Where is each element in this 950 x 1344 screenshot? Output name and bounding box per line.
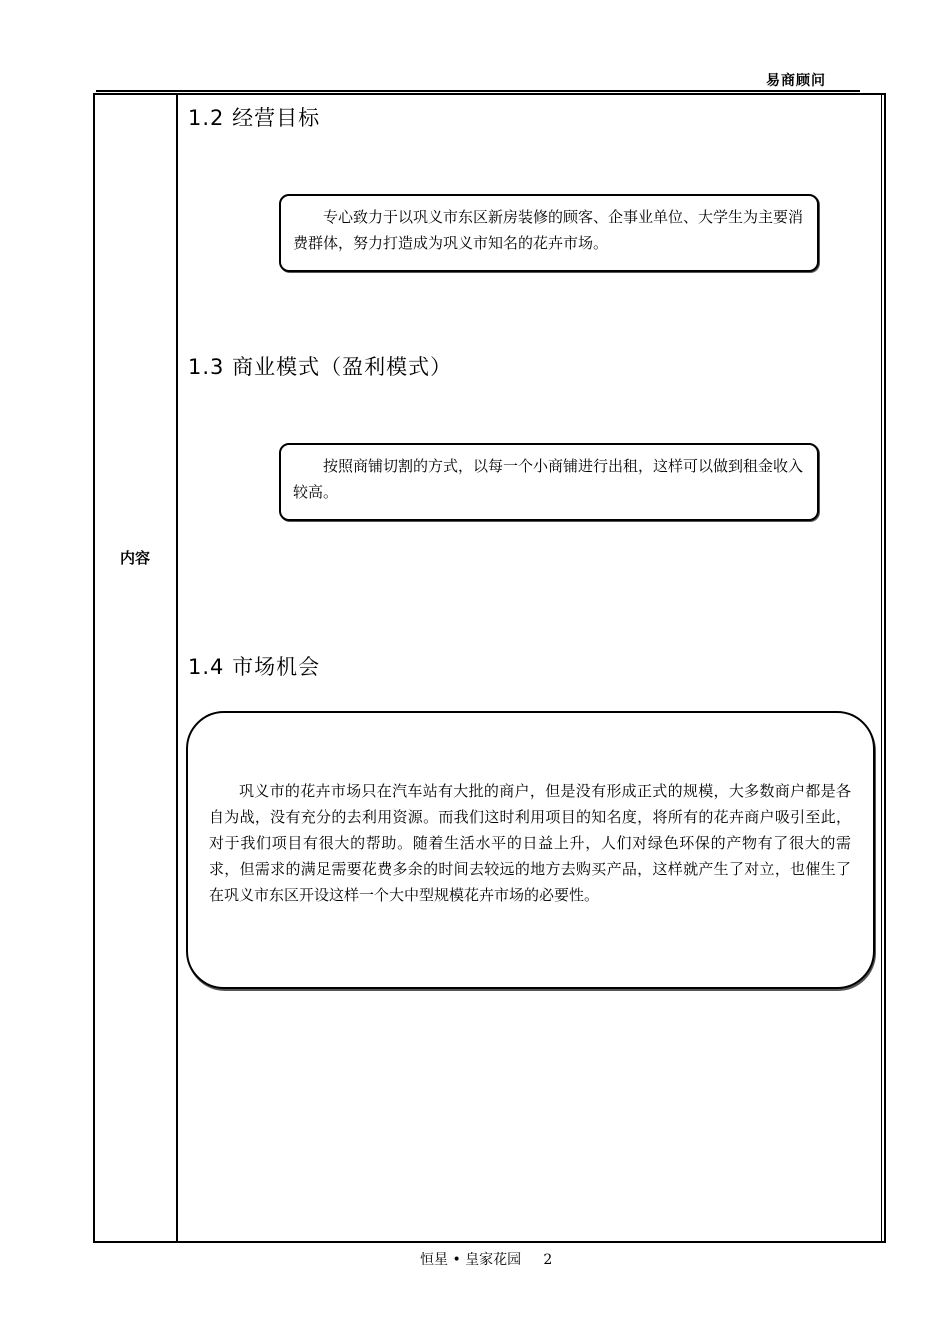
footer-text: 恒星 • 皇家花园 2 xyxy=(420,1252,553,1268)
section-heading-1-3: 1.3 商业模式（盈利模式） xyxy=(188,355,453,379)
text-box-1-2-body: 专心致力于以巩义市东区新房装修的顾客、企事业单位、大学生为主要消费群体，努力打造成为巩义市知名的花卉市场。 xyxy=(293,208,804,252)
header-brand: 易商顾问 xyxy=(766,73,826,89)
inner-right-rule xyxy=(881,95,882,1242)
header-rule xyxy=(96,90,860,92)
side-label: 内容 xyxy=(120,549,151,567)
text-box-1-4-body: 巩义市的花卉市场只在汽车站有大批的商户，但是没有形成正式的规模，大多数商户都是各自为战，没有充分的去利用资源。而我们这时利用项目的知名度，将所有的花卉商户吸引至此，对于我们项目有很大的帮助。随着生活水平的日益上升，人们对绿色环保的产物有了很大的需求，但需求的满足需要花费多余的时间去较远的地方去购买产品，这样就产生了对立，也催生了在巩义市东区开设这样一个大中型规模花卉市场的必要性。 xyxy=(209,782,851,904)
section-heading-1-4: 1.4 市场机会 xyxy=(188,655,321,679)
section-heading-1-2: 1.2 经营目标 xyxy=(188,106,321,130)
column-divider xyxy=(176,95,178,1242)
text-box-1-3-body: 按照商铺切割的方式，以每一个小商铺进行出租，这样可以做到租金收入较高。 xyxy=(293,457,804,501)
